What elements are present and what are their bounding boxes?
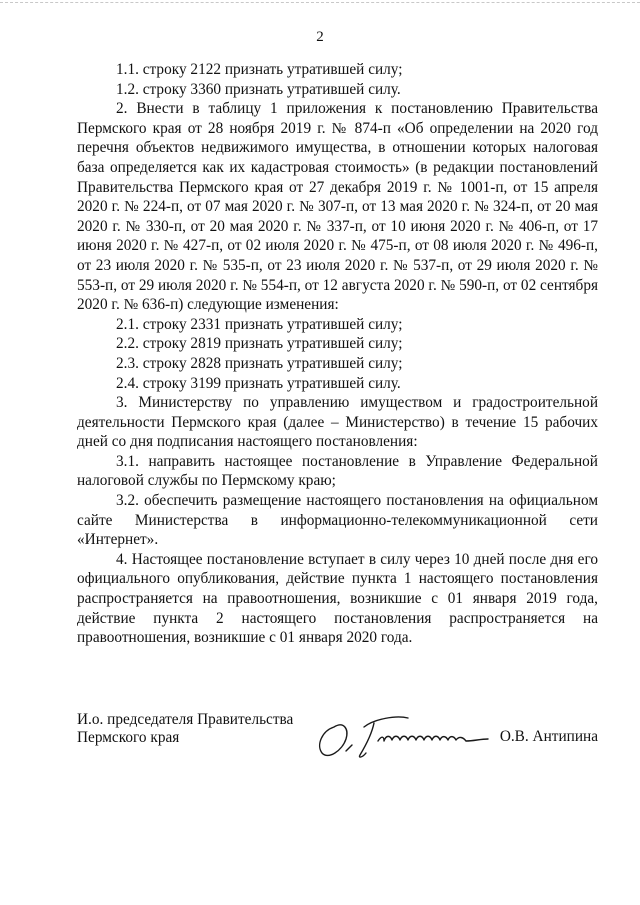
paragraph-1-1: 1.1. строку 2122 признать утратившей силу; bbox=[116, 61, 403, 78]
signature-block bbox=[77, 711, 598, 771]
handwritten-signature-icon bbox=[312, 705, 512, 761]
paragraph-2-1: 2.1. строку 2331 признать утратившей силу; bbox=[116, 315, 403, 333]
document-body bbox=[77, 60, 598, 648]
paragraph-3-2: 3.2. обеспечить размещение настоящего постановления на официальном сайте Министерства в информационно-телекоммуникационной сети «Интернет». bbox=[77, 492, 598, 549]
paragraph-2-4: 2.4. строку 3199 признать утратившей силу. bbox=[116, 374, 401, 392]
paragraph-2: 2. Внести в таблицу 1 приложения к постановлению Правительства Пермского края от 28 ноября 2019 г. № 874-п «Об определении на 2020 год перечня объектов недвижимого имущества, в отношении которых налоговая база определяется как их кадастровая стоимость» (в редакции постановлений Правительства Пермского края от 27 декабря 2019 г. № 1001-п, от 15 апреля 2020 г. № 224-п, от 07 мая 2020 г. № 307-п, от 13 мая 2020 г. № 324-п, от 20 мая 2020 г. № 330-п, от 20 мая 2020 г. № 337-п, от 10 июня 2020 г. № 406-п, от 17 июня 2020 г. № 427-п, от 02 июля 2020 г. № 475-п, от 08 июля 2020 г. № 496-п, от 23 июля 2020 г. № 535-п, от 23 июля 2020 г. № 537-п, от 29 июля 2020 г. № 553-п, от 29 июля 2020 г. № 554-п, от 12 августа 2020 г. № 590-п, от 02 сентября 2020 г. № 636-п) следующие изменения: bbox=[77, 100, 598, 314]
paragraph-4: 4. Настоящее постановление вступает в силу через 10 дней после дня его официального опубликования, действие пункта 1 настоящего постановления распространяется на правоотношения, возникшие с 01 января 2019 года, действие пункта 2 настоящего постановления распространяется на правоотношения, возникшие с 01 января 2020 года. bbox=[77, 550, 598, 647]
page-number: 2 bbox=[316, 29, 324, 45]
paragraph-2-3: 2.3. строку 2828 признать утратившей силу; bbox=[116, 354, 403, 372]
paragraph-2-2: 2.2. строку 2819 признать утратившей силу; bbox=[116, 335, 403, 353]
paragraph-1-2: 1.2. строку 3360 признать утратившей силу. bbox=[116, 80, 401, 98]
paragraph-3-1: 3.1. направить настоящее постановление в Управление Федеральной налоговой службы по Пермскому краю; bbox=[77, 452, 598, 490]
signer-name: О.В. Антипина bbox=[499, 728, 598, 745]
signer-title-line-1: И.о. председателя Правительства bbox=[77, 711, 294, 728]
signer-title bbox=[77, 711, 293, 747]
paragraph-3: 3. Министерству по управлению имуществом и градостроительной деятельности Пермского края (далее – Министерство) в течение 15 рабочих дней со дня подписания настоящего постановления: bbox=[77, 394, 598, 451]
top-scan-edge bbox=[0, 2, 640, 3]
signer-title-line-2: Пермского края bbox=[77, 729, 180, 746]
